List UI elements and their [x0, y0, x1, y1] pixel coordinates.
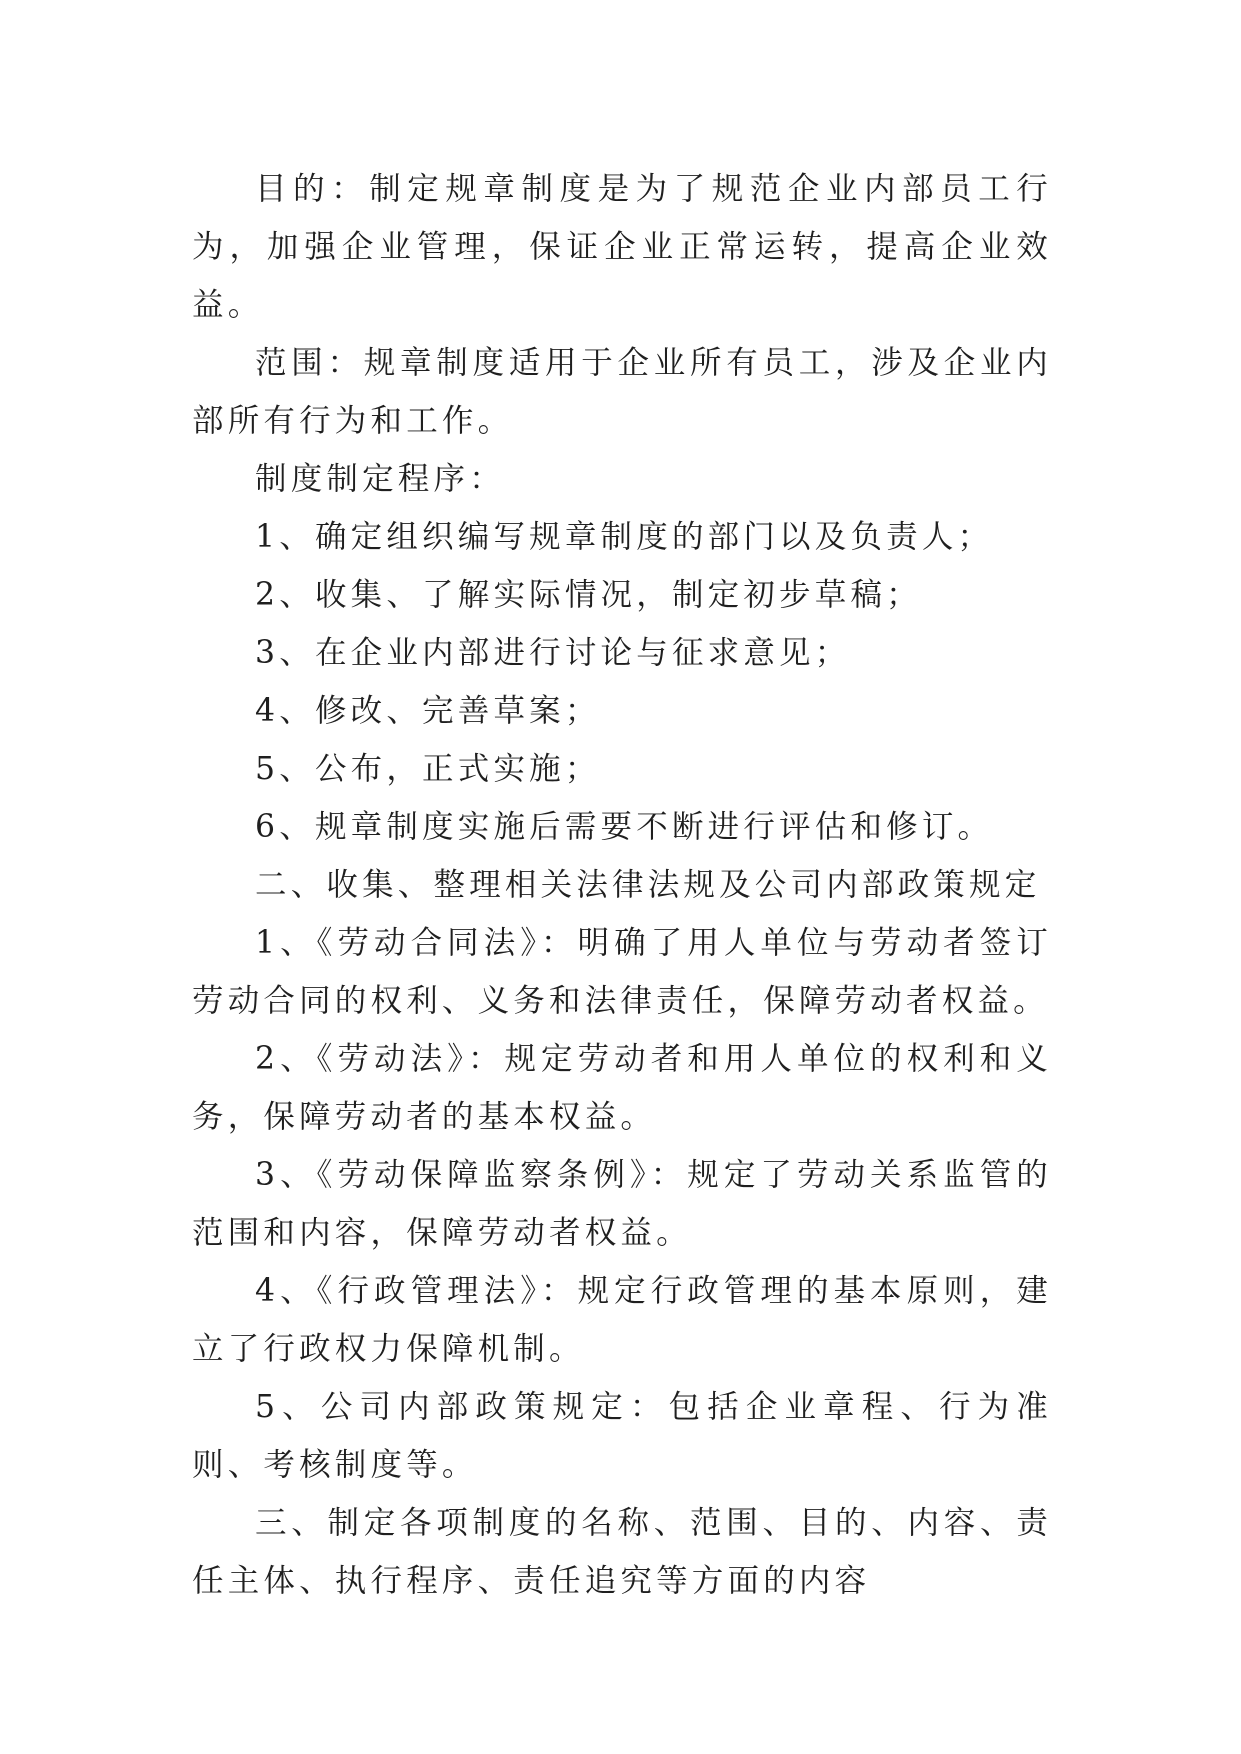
paragraph-scope: 范围：规章制度适用于企业所有员工，涉及企业内部所有行为和工作。	[192, 345, 1052, 439]
section-heading-2: 二、收集、整理相关法律法规及公司内部政策规定	[255, 867, 1041, 903]
document-body	[192, 160, 1052, 1610]
list-item: 4、《行政管理法》：规定行政管理的基本原则，建立了行政权力保障机制。	[192, 1273, 1052, 1367]
list-item: 5、公布，正式实施；	[255, 751, 601, 787]
list-item: 1、《劳动合同法》：明确了用人单位与劳动者签订劳动合同的权利、义务和法律责任，保障劳动者权益。	[192, 925, 1052, 1019]
list-item: 2、收集、了解实际情况，制定初步草稿；	[255, 577, 922, 613]
paragraph-purpose: 目的：制定规章制度是为了规范企业内部员工行为，加强企业管理，保证企业正常运转，提高企业效益。	[192, 171, 1052, 323]
list-item: 4、修改、完善草案；	[255, 693, 601, 729]
list-item: 5、公司内部政策规定：包括企业章程、行为准则、考核制度等。	[192, 1389, 1052, 1483]
list-item: 2、《劳动法》：规定劳动者和用人单位的权利和义务，保障劳动者的基本权益。	[192, 1041, 1052, 1135]
paragraph-procedure-heading: 制度制定程序：	[255, 461, 505, 497]
list-item: 1、确定组织编写规章制度的部门以及负责人；	[255, 519, 994, 555]
section-heading-3: 三、制定各项制度的名称、范围、目的、内容、责任主体、执行程序、责任追究等方面的内容	[192, 1505, 1052, 1599]
list-item: 6、规章制度实施后需要不断进行评估和修订。	[255, 809, 994, 845]
list-item: 3、《劳动保障监察条例》：规定了劳动关系监管的范围和内容，保障劳动者权益。	[192, 1157, 1052, 1251]
list-item: 3、在企业内部进行讨论与征求意见；	[255, 635, 851, 671]
